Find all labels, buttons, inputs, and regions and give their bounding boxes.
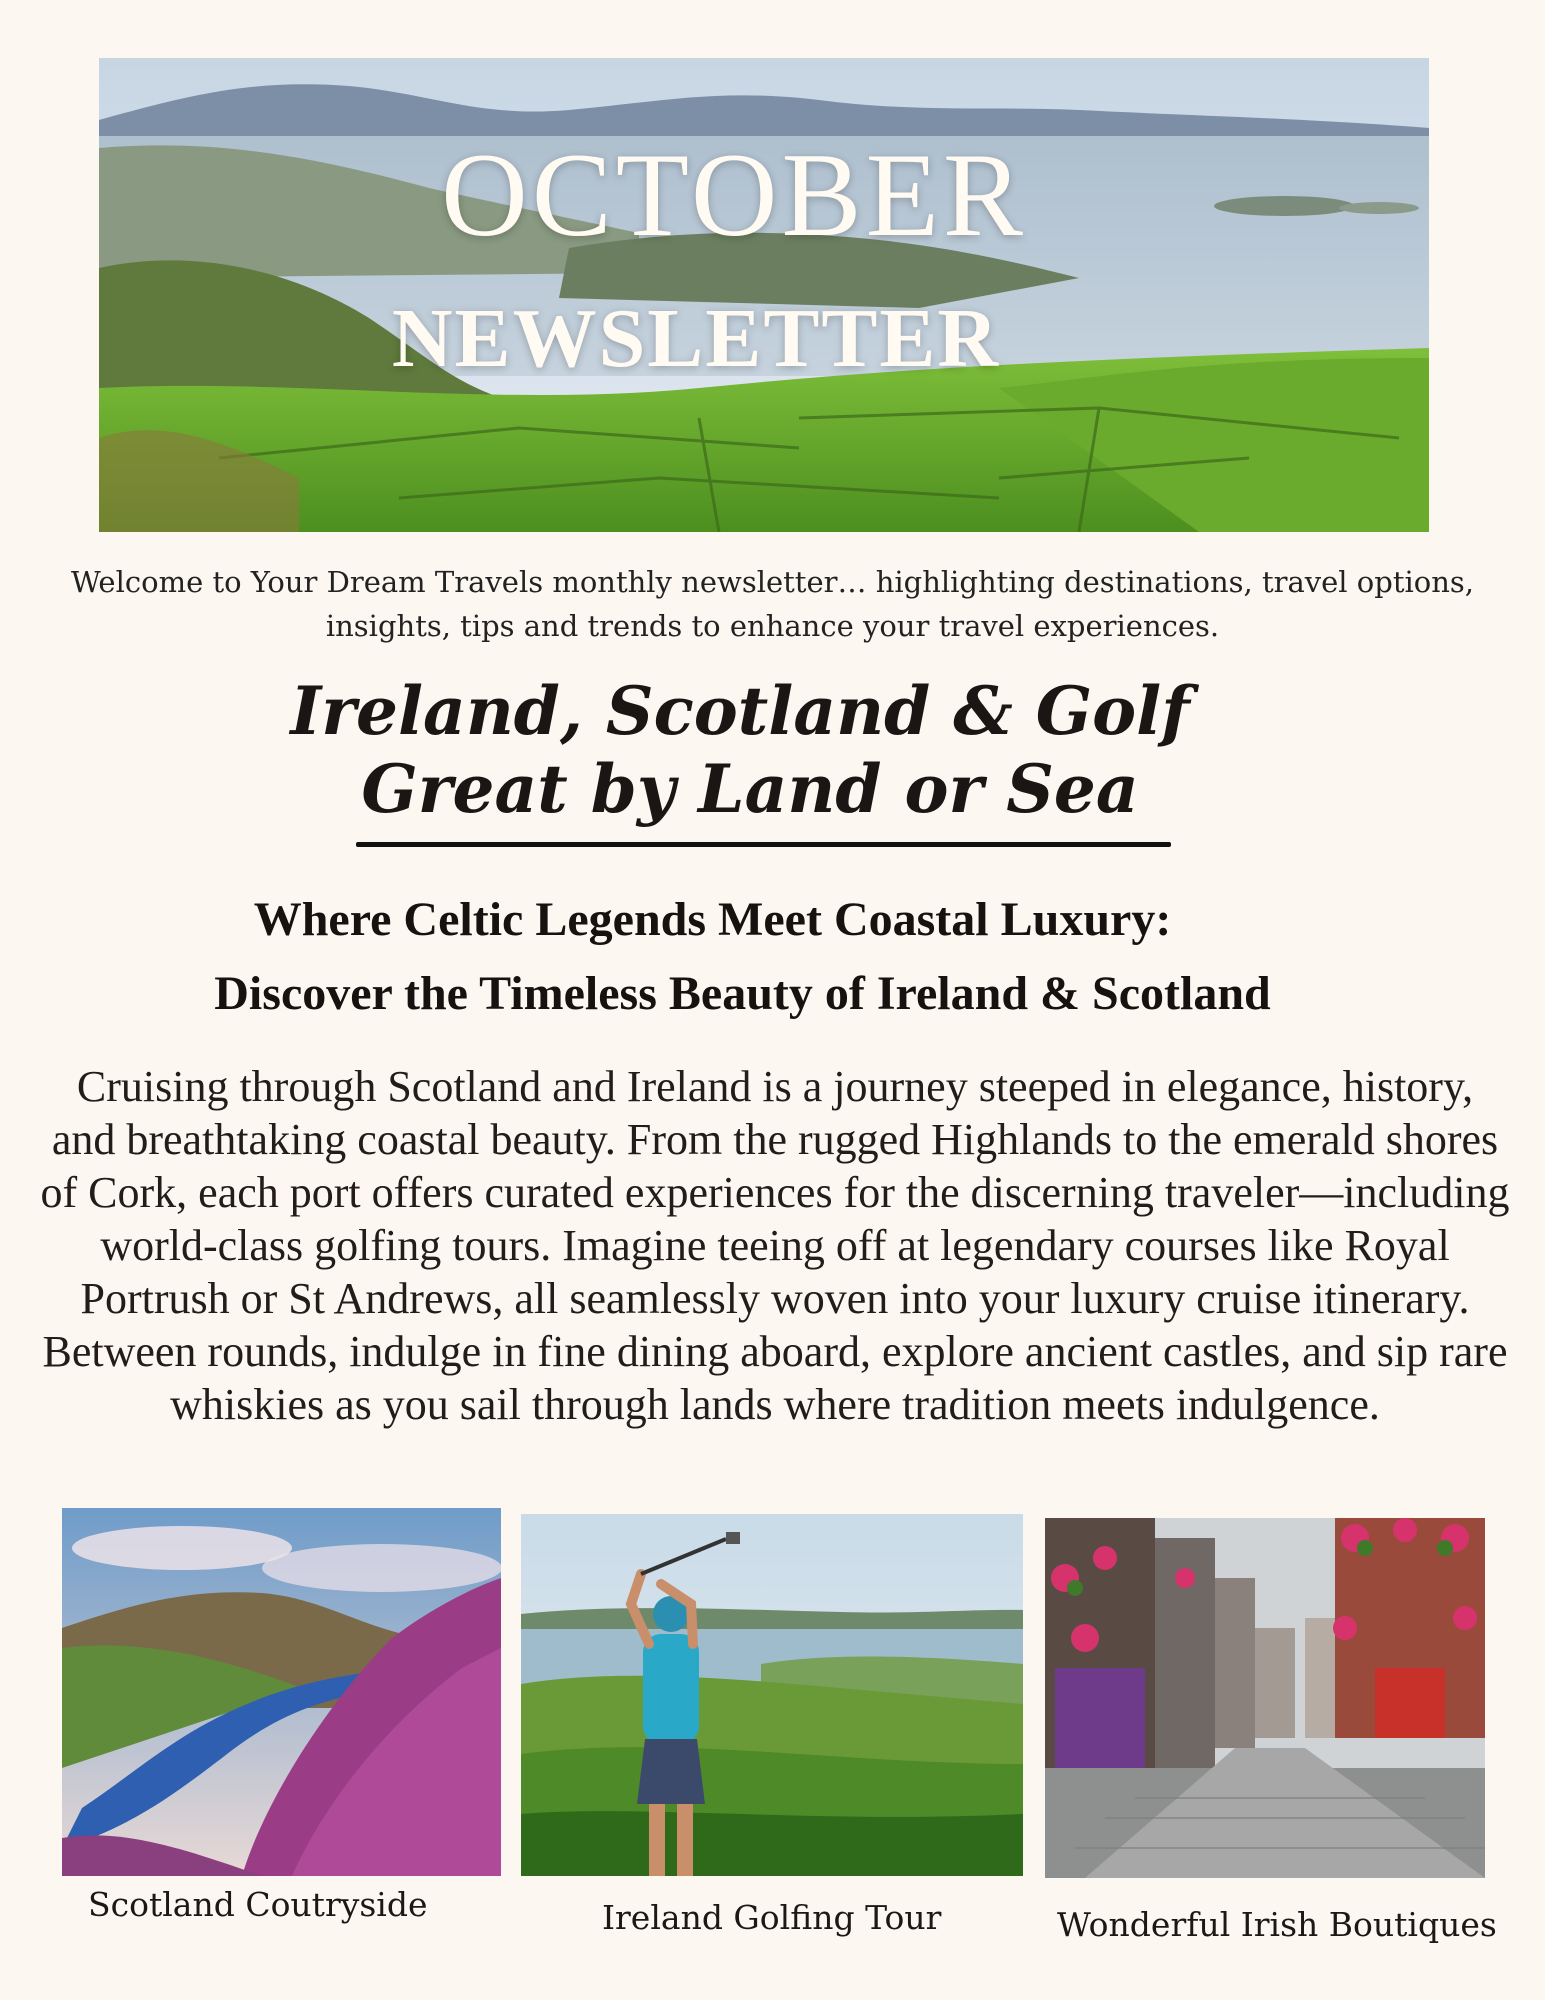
subheading bbox=[40, 883, 1505, 1031]
hero-banner bbox=[99, 58, 1429, 532]
hero-title-newsletter: NEWSLETTER bbox=[391, 292, 1001, 385]
irish-boutiques-photo bbox=[1045, 1518, 1485, 1878]
heather-landscape-icon bbox=[62, 1508, 501, 1876]
body-paragraph: Cruising through Scotland and Ireland is a journey steeped in elegance, history, and breathtaking coastal beauty. From the rugged Highlands to the emerald shores of Cork, each port offers curated experiences for the discerning traveler—including world-class golfing tours. Imagine teeing off at legendary courses like Royal Portrush or St Andrews, all seamlessly woven into your luxury cruise itinerary. Between rounds, indulge in fine dining aboard, explore ancient castles, and sip rare whiskies as you sail through lands where tradition meets indulgence. bbox=[40, 1062, 1510, 1429]
heading-line-1: Ireland, Scotland & Golf bbox=[290, 672, 1190, 750]
street-icon bbox=[1045, 1518, 1485, 1878]
golfer-icon bbox=[521, 1514, 1023, 1876]
intro-text: Welcome to Your Dream Travels monthly newsletter… highlighting destinations, travel options, insights, tips and trends to enhance your travel experiences. bbox=[70, 565, 1474, 643]
heading-line-2: Great by Land or Sea bbox=[361, 750, 1139, 828]
caption-scotland: Scotland Coutryside bbox=[88, 1885, 428, 1924]
subheading-line-2: Discover the Timeless Beauty of Ireland & Scotland bbox=[214, 967, 1271, 1020]
heading-divider bbox=[356, 842, 1171, 847]
ireland-golf-photo bbox=[521, 1514, 1023, 1876]
subheading-line-1: Where Celtic Legends Meet Coastal Luxury: bbox=[253, 893, 1172, 946]
caption-boutiques: Wonderful Irish Boutiques bbox=[1057, 1905, 1497, 1944]
caption-golf: Ireland Golfing Tour bbox=[602, 1898, 942, 1937]
hero-title-october: OCTOBER bbox=[441, 128, 1027, 261]
scotland-countryside-photo bbox=[62, 1508, 501, 1876]
main-heading bbox=[290, 672, 1190, 828]
